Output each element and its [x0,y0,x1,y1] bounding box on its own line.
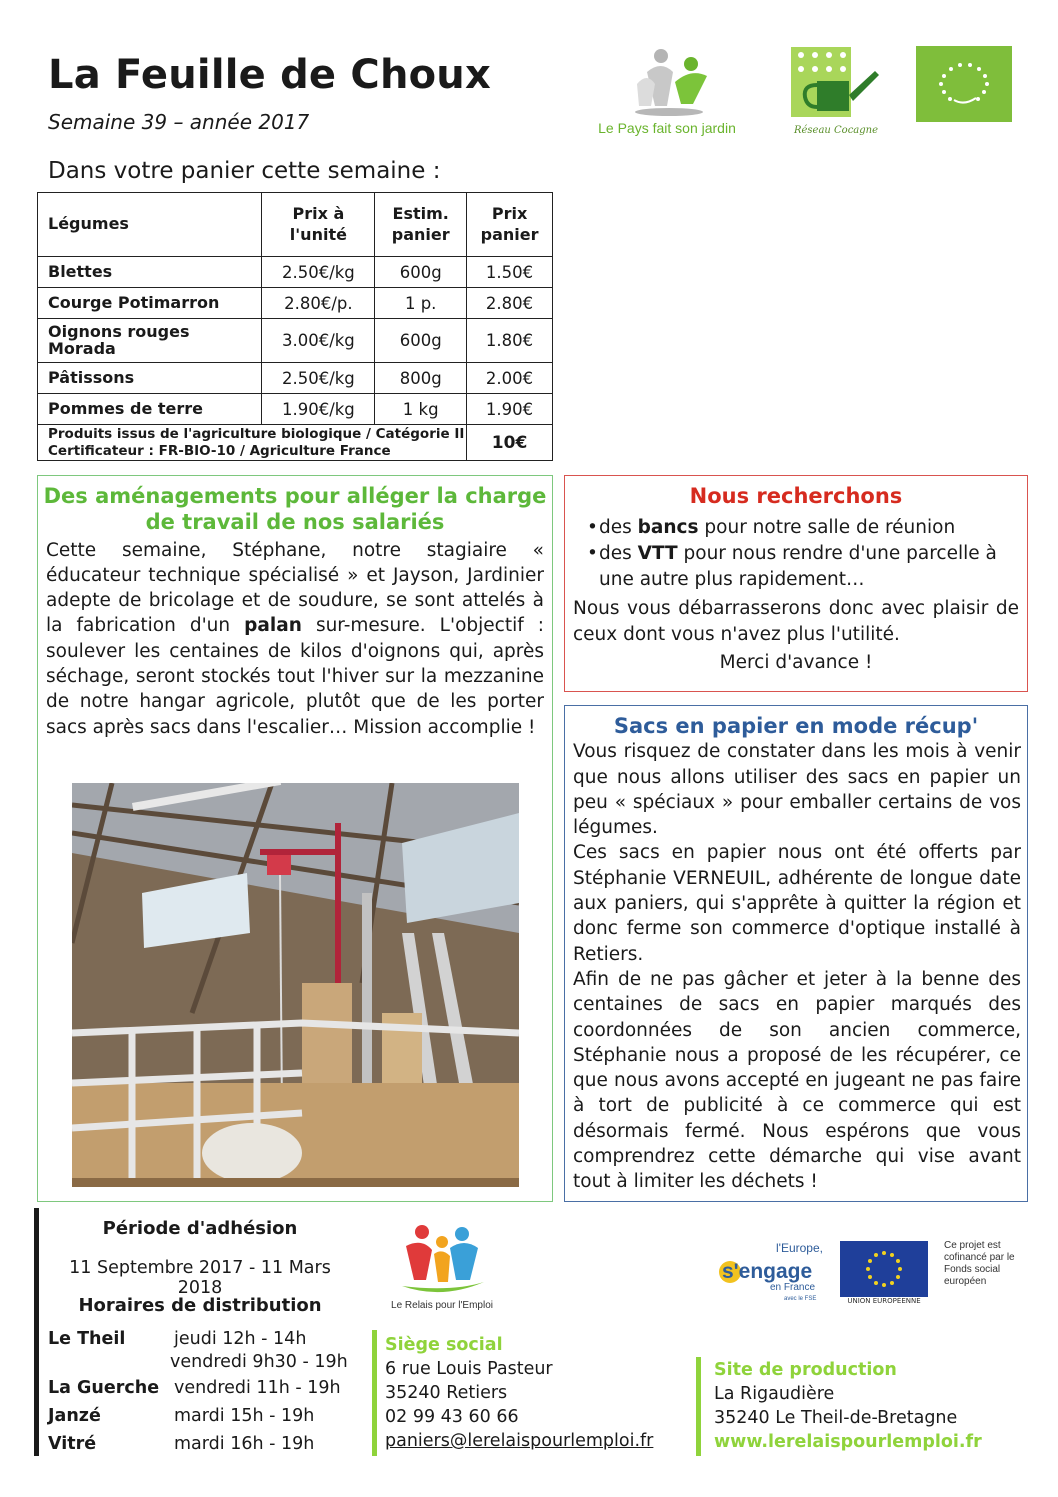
europe-line3: en France [770,1282,816,1293]
distribution-hours-title: Horaires de distribution [78,1295,322,1316]
people-garden-icon [617,42,717,118]
list-item: • des VTT pour nous rendre d'une parcelle à une autre plus rapidement… [587,541,1019,593]
pays-logo-caption: Le Pays fait son jardin [598,120,736,136]
fse-cofinancing-text: Ce projet est cofinancé par le Fonds social européen [944,1240,1015,1287]
schedule-place: Janzé [48,1406,101,1426]
paragraph: Afin de ne pas gâcher et jeter à la benne des centaines de sacs en papier marqués des coordonnées de son ancien commerce, Stéphanie nous a proposé de les récupérer, ce que nous avons accepté en jugeant ne pas faire à tort de publicité à ce commerce qui est désormais fermé. Nous espérons que vous comprendrez cette démarche qui vise avant tout à limiter les déchets ! [573,968,1021,1193]
schedule-place: La Guerche [48,1378,160,1398]
header-price: Prix panier [467,193,553,257]
production-site-name: La Rigaudière [714,1384,835,1404]
list-item: • des bancs pour notre salle de réunion [587,515,1019,541]
schedule-time: mardi 15h - 19h [174,1406,315,1426]
europe-engage-logo [714,1238,832,1304]
europe-line2: s'engage [722,1260,813,1283]
membership-period-dates: 11 Septembre 2017 - 11 Mars 2018 [69,1258,331,1298]
paragraph: Ces sacs en papier nous ont été offerts par Stéphanie VERNEUIL, adhérente de longue date aux paniers, qui s'apprête à quitter la région et donc ferme son commerce d'optique installé à Retiers. [573,842,1021,965]
newsletter-title: La Feuille de Choux [48,52,491,98]
table-row: Pâtissons 2.50€/kg 800g 2.00€ [38,363,553,394]
production-site-label: Site de production [714,1360,897,1380]
head-office-email-link[interactable]: paniers@lerelaispourlemploi.fr [385,1431,654,1451]
eu-flag-logo [840,1238,928,1304]
wanted-text: Nous vous débarrasserons donc avec plaisir de ceux dont vous n'avez plus l'utilité. [573,598,1019,645]
certification-note: Produits issus de l'agriculture biologique / Catégorie II Certificateur : FR-BIO-10 / Agriculture France [38,425,467,461]
watering-can-icon [789,45,883,125]
table-footer-row [38,425,553,461]
website-link[interactable]: www.lerelaispourlemploi.fr [714,1432,982,1452]
eu-organic-logo [916,46,1012,122]
hoist-photo [72,783,519,1187]
head-office-label: Siège social [385,1335,503,1355]
divider [372,1330,377,1456]
relais-logo-caption: Le Relais pour l'Emploi [391,1300,493,1311]
head-office-city: 35240 Retiers [385,1383,508,1403]
wanted-box [564,475,1028,692]
header-unit-price: Prix à l'unité [262,193,375,257]
reseau-cocagne-logo [788,45,884,141]
basket-total: 10€ [467,425,553,461]
head-office-street: 6 rue Louis Pasteur [385,1359,553,1379]
article-text: Cette semaine, Stéphane, notre stagiaire « éducateur technique spécialisé » et Jayson, Jardinier adepte de bricolage et de soudure, se sont attelés à la fabrication d'un palan sur-mesure. L'objectif : soulever les centaines de kilos d'oignons qui, après séchage, seront stockés tout l'hiver sur la mezzanine de notre hangar agricole, plutôt que de les porter sacs après sacs dans l'escalier… Mission accomplie ! [46,539,545,738]
table-row: Pommes de terre 1.90€/kg 1 kg 1.90€ [38,394,553,425]
header-legumes: Légumes [38,193,262,257]
eu-flag-caption: UNION EUROPÉENNE [847,1297,921,1305]
schedule-time: vendredi 11h - 19h [174,1378,341,1398]
table-row: Blettes 2.50€/kg 600g 1.50€ [38,257,553,288]
distribution-schedule [48,1328,368,1460]
table-row: Oignons rouges Morada 3.00€/kg 600g 1.80€ [38,319,553,363]
cocagne-logo-caption: Réseau Cocagne [793,125,879,136]
schedule-place: Le Theil [48,1329,126,1349]
europe-line4: avec le FSE [784,1296,817,1302]
production-site-address [714,1358,982,1454]
wanted-title: Nous recherchons [689,484,903,508]
production-site-city: 35240 Le Theil-de-Bretagne [714,1408,958,1428]
article-title: Des aménagements pour alléger la charge de travail de nos salariés [43,484,547,535]
membership-period-title: Période d'adhésion [102,1218,298,1239]
header-estim: Estim. panier [375,193,467,257]
eu-leaf-icon [924,54,1004,114]
basket-heading: Dans votre panier cette semaine : [48,158,441,184]
schedule-time: vendredi 9h30 - 19h [170,1352,348,1372]
newsletter-subtitle: Semaine 39 – année 2017 [48,110,310,134]
relais-pour-emploi-logo [372,1220,512,1320]
head-office-address [385,1333,653,1453]
paragraph: Vous risquez de constater dans les mois à venir que nous allons utiliser des sacs en papier un peu « spéciaux » pour emballer certains de vos légumes. [573,741,1021,839]
europe-line1: l'Europe, [776,1241,823,1255]
basket-table [37,192,553,461]
pays-fait-son-jardin-logo [582,42,752,142]
paper-bags-box [564,705,1028,1202]
table-header-row [38,193,553,257]
schedule-time: jeudi 12h - 14h [174,1329,307,1349]
wanted-list [587,515,1019,593]
table-row: Courge Potimarron 2.80€/p. 1 p. 2.80€ [38,288,553,319]
paper-bags-title: Sacs en papier en mode récup' [613,714,979,738]
schedule-time: mardi 16h - 19h [174,1434,315,1454]
divider [696,1357,701,1456]
divider [34,1208,39,1456]
schedule-place: Vitré [48,1434,97,1454]
people-hands-icon [392,1220,492,1300]
head-office-phone: 02 99 43 60 66 [385,1407,519,1427]
wanted-thanks: Merci d'avance ! [719,651,873,673]
paper-bags-text [565,739,1027,1194]
